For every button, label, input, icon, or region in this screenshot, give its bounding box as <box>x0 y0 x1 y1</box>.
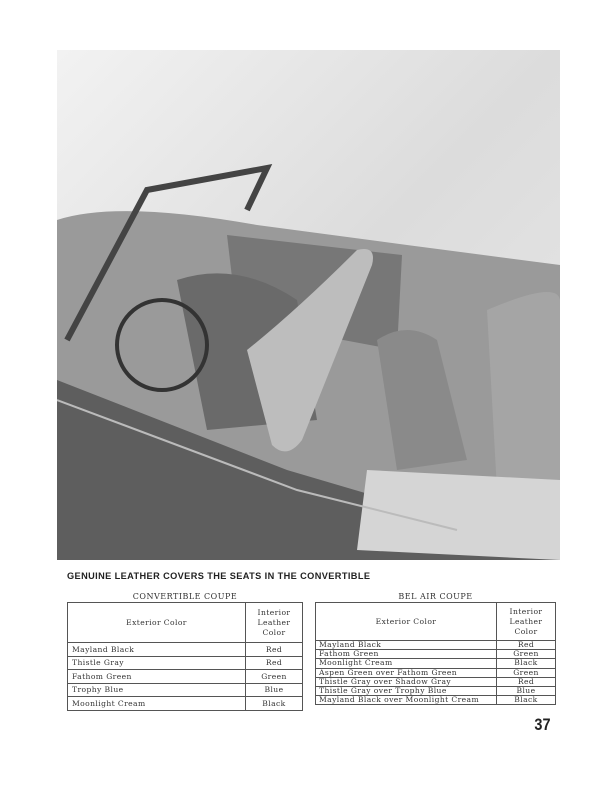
table-row <box>68 656 303 670</box>
exterior-color: Thistle Gray <box>68 656 246 670</box>
table-row <box>316 668 556 677</box>
convertible-color-table <box>67 602 303 711</box>
table-row <box>316 696 556 705</box>
page-number: 37 <box>534 715 551 734</box>
belair-table-title: BEL AIR COUPE <box>398 592 473 601</box>
photo-caption: GENUINE LEATHER COVERS THE SEATS IN THE CONVERTIBLE <box>67 571 371 581</box>
exterior-color: Moonlight Cream <box>316 659 497 668</box>
table-row <box>68 670 303 684</box>
exterior-color: Mayland Black <box>316 641 497 650</box>
table-row <box>68 697 303 711</box>
exterior-color: Trophy Blue <box>68 683 246 697</box>
exterior-color: Moonlight Cream <box>68 697 246 711</box>
interior-color: Green <box>497 668 556 677</box>
interior-color: Green <box>497 650 556 659</box>
table-row <box>68 683 303 697</box>
interior-color-header: Interior Leather Color <box>246 603 303 643</box>
belair-color-table <box>315 602 556 705</box>
interior-color: Red <box>246 643 303 657</box>
convertible-interior-photo <box>57 50 560 560</box>
table-row <box>316 659 556 668</box>
exterior-color: Fathom Green <box>316 650 497 659</box>
interior-color: Blue <box>246 683 303 697</box>
interior-color: Blue <box>497 686 556 695</box>
interior-color: Red <box>497 677 556 686</box>
interior-color: Black <box>497 659 556 668</box>
interior-color: Green <box>246 670 303 684</box>
interior-color-header: Interior Leather Color <box>497 603 556 641</box>
interior-color: Red <box>246 656 303 670</box>
exterior-color: Thistle Gray over Shadow Gray <box>316 677 497 686</box>
exterior-color-header: Exterior Color <box>68 603 246 643</box>
exterior-color: Mayland Black <box>68 643 246 657</box>
exterior-color-header: Exterior Color <box>316 603 497 641</box>
exterior-color: Fathom Green <box>68 670 246 684</box>
exterior-color: Aspen Green over Fathom Green <box>316 668 497 677</box>
convertible-table-title: CONVERTIBLE COUPE <box>132 592 238 601</box>
exterior-color: Thistle Gray over Trophy Blue <box>316 686 497 695</box>
exterior-color: Mayland Black over Moonlight Cream <box>316 696 497 705</box>
interior-color: Black <box>246 697 303 711</box>
table-row <box>68 643 303 657</box>
interior-color: Red <box>497 641 556 650</box>
interior-color: Black <box>497 696 556 705</box>
